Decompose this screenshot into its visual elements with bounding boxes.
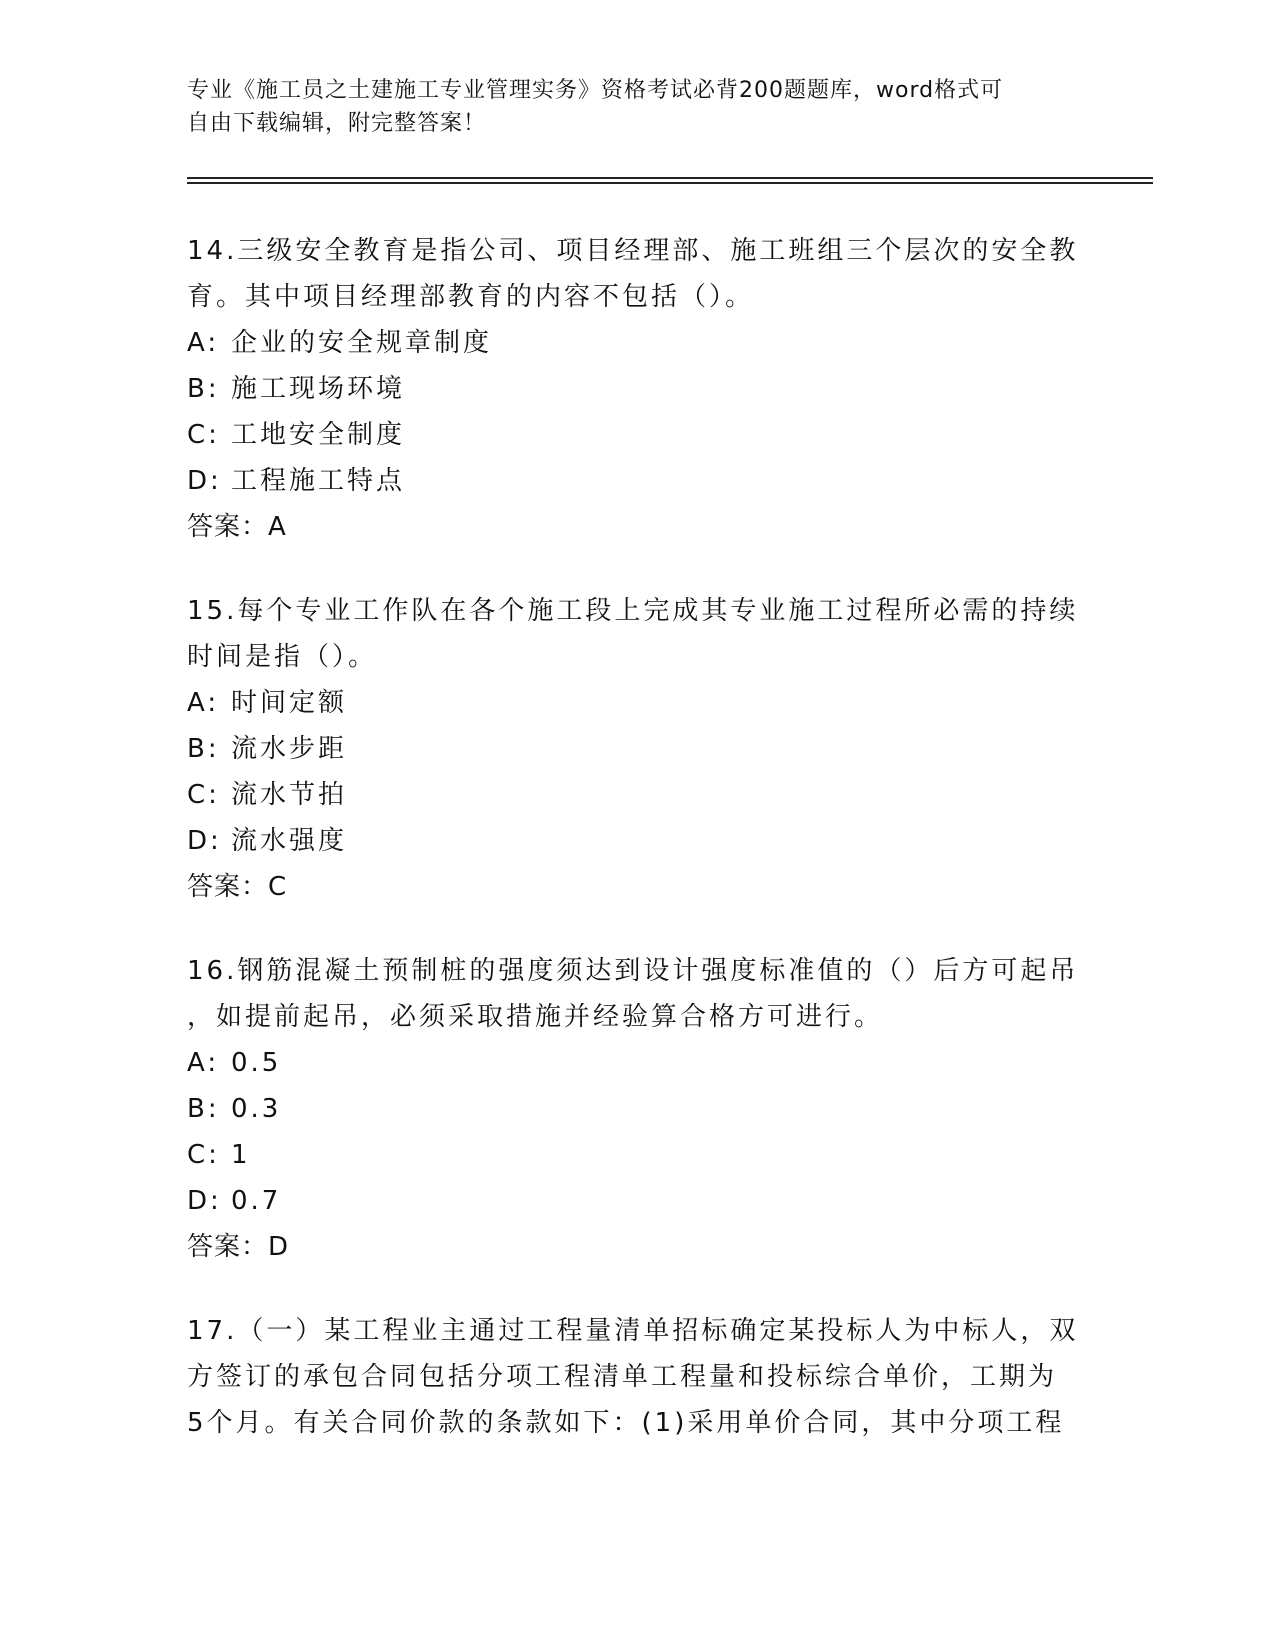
question-stem-line: 15.每个专业工作队在各个施工段上完成其专业施工过程所必需的持续 bbox=[187, 596, 1079, 626]
question-15 bbox=[187, 588, 1087, 910]
option-d bbox=[187, 1178, 1087, 1224]
option-a bbox=[187, 1040, 1087, 1086]
option-key: D: bbox=[187, 826, 222, 856]
question-17 bbox=[187, 1308, 1087, 1446]
question-stem bbox=[187, 588, 1087, 680]
option-d bbox=[187, 818, 1087, 864]
option-key: A: bbox=[187, 1048, 220, 1078]
option-text: 时间定额 bbox=[231, 688, 348, 718]
option-key: B: bbox=[187, 734, 220, 764]
option-text: 工地安全制度 bbox=[231, 420, 406, 450]
option-key: C: bbox=[187, 1140, 220, 1170]
option-b bbox=[187, 726, 1087, 772]
option-c bbox=[187, 412, 1087, 458]
question-stem-line: ，如提前起吊，必须采取措施并经验算合格方可进行。 bbox=[187, 1002, 884, 1032]
option-text: 流水步距 bbox=[231, 734, 348, 764]
option-a bbox=[187, 320, 1087, 366]
option-c bbox=[187, 772, 1087, 818]
question-16 bbox=[187, 948, 1087, 1270]
question-stem-line: 时间是指（）。 bbox=[187, 642, 378, 672]
option-a bbox=[187, 680, 1087, 726]
answer: 答案：D bbox=[187, 1232, 290, 1262]
header-line-1: 专业《施工员之土建施工专业管理实务》资格考试必背200题题库，word格式可 bbox=[187, 78, 1004, 103]
option-d bbox=[187, 458, 1087, 504]
option-key: B: bbox=[187, 374, 220, 404]
option-text: 流水强度 bbox=[231, 826, 348, 856]
option-text: 企业的安全规章制度 bbox=[231, 328, 493, 358]
option-text: 工程施工特点 bbox=[231, 466, 406, 496]
question-stem-line: 17.（一）某工程业主通过工程量清单招标确定某投标人为中标人，双 bbox=[187, 1316, 1079, 1346]
question-stem-line: 14.三级安全教育是指公司、项目经理部、施工班组三个层次的安全教 bbox=[187, 236, 1079, 266]
option-text: 施工现场环境 bbox=[231, 374, 406, 404]
question-stem-line: 16.钢筋混凝土预制桩的强度须达到设计强度标准值的（）后方可起吊 bbox=[187, 956, 1079, 986]
option-text: 流水节拍 bbox=[231, 780, 348, 810]
option-text: 1 bbox=[231, 1140, 251, 1170]
option-text: 0.7 bbox=[231, 1186, 282, 1216]
question-stem bbox=[187, 948, 1087, 1040]
question-stem bbox=[187, 1308, 1087, 1446]
option-b bbox=[187, 366, 1087, 412]
question-stem-line: 5个月。有关合同价款的条款如下：(1)采用单价合同，其中分项工程 bbox=[187, 1408, 1065, 1438]
header-divider-second bbox=[187, 182, 1153, 184]
option-key: D: bbox=[187, 466, 222, 496]
option-text: 0.3 bbox=[231, 1094, 282, 1124]
question-stem bbox=[187, 228, 1087, 320]
option-key: A: bbox=[187, 328, 220, 358]
option-text: 0.5 bbox=[231, 1048, 282, 1078]
document-header bbox=[187, 74, 1067, 140]
option-key: B: bbox=[187, 1094, 220, 1124]
header-line-2: 自由下载编辑，附完整答案！ bbox=[187, 111, 487, 136]
option-b bbox=[187, 1086, 1087, 1132]
question-stem-line: 方签订的承包合同包括分项工程清单工程量和投标综合单价，工期为 bbox=[187, 1362, 1058, 1392]
header-divider bbox=[187, 177, 1153, 179]
option-key: A: bbox=[187, 688, 220, 718]
question-stem-line: 育。其中项目经理部教育的内容不包括（）。 bbox=[187, 282, 755, 312]
option-key: C: bbox=[187, 420, 220, 450]
option-key: D: bbox=[187, 1186, 222, 1216]
question-14 bbox=[187, 228, 1087, 550]
option-c bbox=[187, 1132, 1087, 1178]
option-key: C: bbox=[187, 780, 220, 810]
answer: 答案：C bbox=[187, 872, 288, 902]
answer: 答案：A bbox=[187, 512, 287, 542]
